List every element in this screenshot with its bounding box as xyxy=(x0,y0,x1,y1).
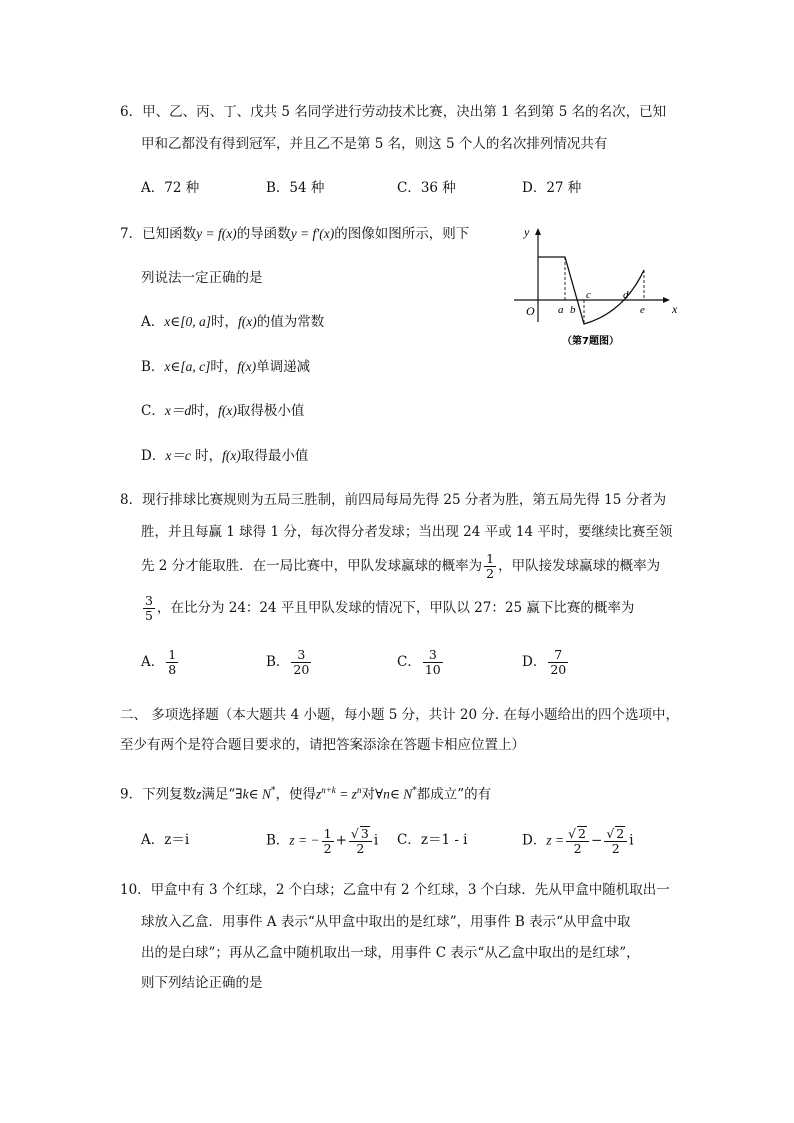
q7-option-b-label: B． xyxy=(141,359,165,375)
option-label: A． xyxy=(141,654,165,670)
q7-option-c-label: C． xyxy=(141,403,165,419)
fraction-denominator: 8 xyxy=(168,662,177,677)
option-fraction xyxy=(423,648,443,677)
q6-option-b: B．54 种 xyxy=(266,180,325,196)
q9-b-lhs: z = − xyxy=(289,832,320,848)
q8-option-b xyxy=(266,648,313,677)
q8-fraction-one-half xyxy=(484,552,496,581)
q8-option-c xyxy=(397,648,445,677)
q7-line-1 xyxy=(120,224,469,244)
option-fraction xyxy=(291,648,311,677)
fraction-numerator: √ 2 xyxy=(604,826,627,842)
q8-option-a xyxy=(141,648,180,677)
q9-exists-k: ∃k∈ N xyxy=(235,786,271,802)
q7-option-a-when: 时， xyxy=(211,314,238,330)
q9-b-fraction-2 xyxy=(349,826,372,856)
q6-option-a: A．72 种 xyxy=(141,180,200,196)
q9-d-imag-unit: i xyxy=(629,832,634,849)
q8-line-4-text: ，在比分为 24：24 平且甲队发球的情况下，甲队以 27：25 赢下比赛的概率为 xyxy=(156,600,635,616)
q7-option-b-interval: x∈[a, c] xyxy=(164,359,211,374)
y-label: y xyxy=(524,225,530,239)
q9-z-base: z xyxy=(315,786,322,802)
q7-option-c-when: 时， xyxy=(191,403,219,419)
q9-text-e: 都成立”的有 xyxy=(416,786,492,803)
q7-option-a-text: 的值为常数 xyxy=(256,314,325,330)
fraction-numerator: √ 2 xyxy=(566,826,589,842)
q7-option-d-text: 取得最小值 xyxy=(240,448,309,464)
x-axis-arrow xyxy=(663,297,670,303)
q9-option-c: C．z＝1 - i xyxy=(397,832,468,848)
q7-option-c-fx: f(x) xyxy=(218,403,237,418)
q7-option-d xyxy=(141,446,308,466)
tick-d: d xyxy=(623,289,629,301)
y-axis-arrow xyxy=(535,228,541,235)
q10-line-1: 10．甲盒中有 3 个红球，2 个白球；乙盒中有 2 个红球，3 个白球．先从甲盒中随机取出一 xyxy=(120,882,670,898)
sqrt-radicand: 3 xyxy=(360,826,369,841)
q9-d-lhs: z = xyxy=(546,832,565,848)
q9-text-b: 满足“ xyxy=(201,786,236,803)
q9-b-plus: + xyxy=(335,832,347,849)
fraction-denominator: 2 xyxy=(356,841,365,856)
tick-c: c xyxy=(586,289,591,301)
q7-line-2: 列说法一定正确的是 xyxy=(141,270,263,286)
q6-line-1: 6．甲、乙、丙、丁、戊共 5 名同学进行劳动技术比赛，决出第 1 名到第 5 名的名次，已知 xyxy=(120,104,667,120)
q7-option-a-interval: x∈[0, a] xyxy=(164,314,211,329)
option-label: C． xyxy=(397,654,421,670)
q7-option-b-text: 单调递减 xyxy=(256,359,311,375)
option-fraction xyxy=(548,648,568,677)
option-fraction xyxy=(166,648,178,677)
q8-line-3-text-b: ，甲队接发球赢球的概率为 xyxy=(498,558,661,574)
q9-text-d: 对 xyxy=(361,786,375,803)
q7-derivative: y = f′(x) xyxy=(290,226,335,241)
q8-line-1: 8．现行排球比赛规则为五局三胜制，前四局每局先得 25 分者为胜，第五局先得 15 分者为 xyxy=(120,492,667,508)
tick-e: e xyxy=(640,304,645,316)
q7-option-d-fx: f(x) xyxy=(222,448,241,463)
fraction-numerator: 1 xyxy=(323,825,332,841)
q7-option-a xyxy=(141,312,324,332)
q7-option-d-label: D． xyxy=(141,448,166,464)
fraction-numerator: √ 3 xyxy=(349,826,372,842)
q9-option-b xyxy=(266,826,378,856)
q7-option-b-fx: f(x) xyxy=(237,359,257,374)
q9-text-c: ，使得 xyxy=(275,786,316,803)
q9-sup-n: n xyxy=(356,785,362,795)
q7-option-b-when: 时， xyxy=(210,359,238,375)
q8-line-2: 胜，并且每赢 1 球得 1 分，每次得分者发球；当出现 24 平或 14 平时，要继续比赛至领 xyxy=(141,524,673,540)
q7-text-c: 的图像如图所示，则下 xyxy=(334,226,470,242)
q9-option-d xyxy=(522,826,634,856)
q6-option-c: C．36 种 xyxy=(397,180,456,196)
q8-option-d xyxy=(522,648,570,677)
q9-option-a: A．z＝i xyxy=(141,832,190,848)
x-label: x xyxy=(672,302,678,316)
q9-forall-n: ∀n∈ N xyxy=(374,786,413,802)
q8-fraction-three-fifths xyxy=(143,594,155,623)
q9-sup-star-2: * xyxy=(412,786,417,796)
q8-line-3 xyxy=(141,552,660,581)
origin-label: O xyxy=(526,304,535,318)
q8-line-4 xyxy=(141,594,634,623)
q6-line-2: 甲和乙都没有得到冠军，并且乙不是第 5 名，则这 5 个人的名次排列情况共有 xyxy=(141,136,608,152)
fraction-numerator: 3 xyxy=(423,648,443,663)
q7-function: y = f(x) xyxy=(196,226,237,241)
q10-line-2: 球放入乙盒．用事件 A 表示“从甲盒中取出的是红球”，用事件 B 表示“从甲盒中取 xyxy=(141,914,631,930)
q9-d-fraction-1 xyxy=(566,826,589,856)
fraction-denominator: 2 xyxy=(611,841,620,856)
sqrt-radicand: 2 xyxy=(616,826,625,841)
q9-b-imag-unit: i xyxy=(373,832,379,849)
q9-d-fraction-2 xyxy=(604,826,627,856)
section-2-line-1: 二、 多项选择题（本大题共 4 小题，每小题 5 分，共计 20 分. 在每小题给出的四个选项中， xyxy=(120,707,679,723)
fraction-numerator: 1 xyxy=(168,647,177,662)
q7-option-c-point: x＝d xyxy=(164,403,192,418)
tick-a: a xyxy=(558,304,564,316)
fraction-numerator: 3 xyxy=(145,593,153,608)
sqrt-radicand: 2 xyxy=(578,826,586,841)
fraction-denominator: 2 xyxy=(573,841,582,856)
fraction-denominator: 20 xyxy=(550,662,567,677)
q9-text-a: 9．下列复数 xyxy=(120,786,197,803)
q9-d-minus: − xyxy=(591,832,603,849)
q7-option-b xyxy=(141,357,310,377)
section-2-line-2: 至少有两个是符合题目要求的，请把答案添涂在答题卡相应位置上） xyxy=(120,737,525,753)
option-label: D． xyxy=(522,832,547,849)
fraction-numerator: 1 xyxy=(486,551,495,566)
graph-caption: （第7题图） xyxy=(562,336,619,347)
fraction-denominator: 10 xyxy=(424,662,441,677)
q9-var-z: z xyxy=(196,786,202,802)
tick-b: b xyxy=(570,304,576,316)
q7-option-c-text: 取得极小值 xyxy=(236,403,305,419)
q10-line-4: 则下列结论正确的是 xyxy=(141,975,263,991)
fraction-numerator: 3 xyxy=(291,648,311,663)
q9-sup-n-plus-k: n+k xyxy=(321,785,336,795)
option-label: D． xyxy=(522,654,547,670)
fraction-numerator: 7 xyxy=(548,648,568,663)
fraction-denominator: 2 xyxy=(323,840,332,856)
fraction-denominator: 20 xyxy=(293,662,310,677)
q7-text-a: 7．已知函数 xyxy=(120,226,197,242)
option-label: B． xyxy=(266,832,290,849)
q7-option-a-label: A． xyxy=(141,314,165,330)
q9-equals-z: = z xyxy=(335,786,357,802)
q7-option-a-fx: f(x) xyxy=(238,314,257,329)
fraction-denominator: 5 xyxy=(145,608,153,623)
q7-option-c xyxy=(141,401,304,421)
q9-stem xyxy=(120,780,491,805)
q7-text-b: 的导函数 xyxy=(236,226,291,242)
option-label: B． xyxy=(266,654,290,670)
q7-option-d-when: 时， xyxy=(190,448,223,464)
fraction-denominator: 2 xyxy=(486,566,495,581)
q7-option-d-point: x＝c xyxy=(165,448,191,463)
q6-option-d: D．27 种 xyxy=(522,180,582,196)
q10-line-3: 出的是白球”；再从乙盒中随机取出一球，用事件 C 表示“从乙盒中取出的是红球”， xyxy=(141,945,640,961)
q9-b-fraction-1 xyxy=(322,827,334,856)
q7-derivative-graph xyxy=(510,222,682,350)
q8-line-3-text-a: 先 2 分才能取胜．在一局比赛中，甲队发球赢球的概率为 xyxy=(141,558,483,574)
q9-sup-star-1: * xyxy=(270,786,276,796)
